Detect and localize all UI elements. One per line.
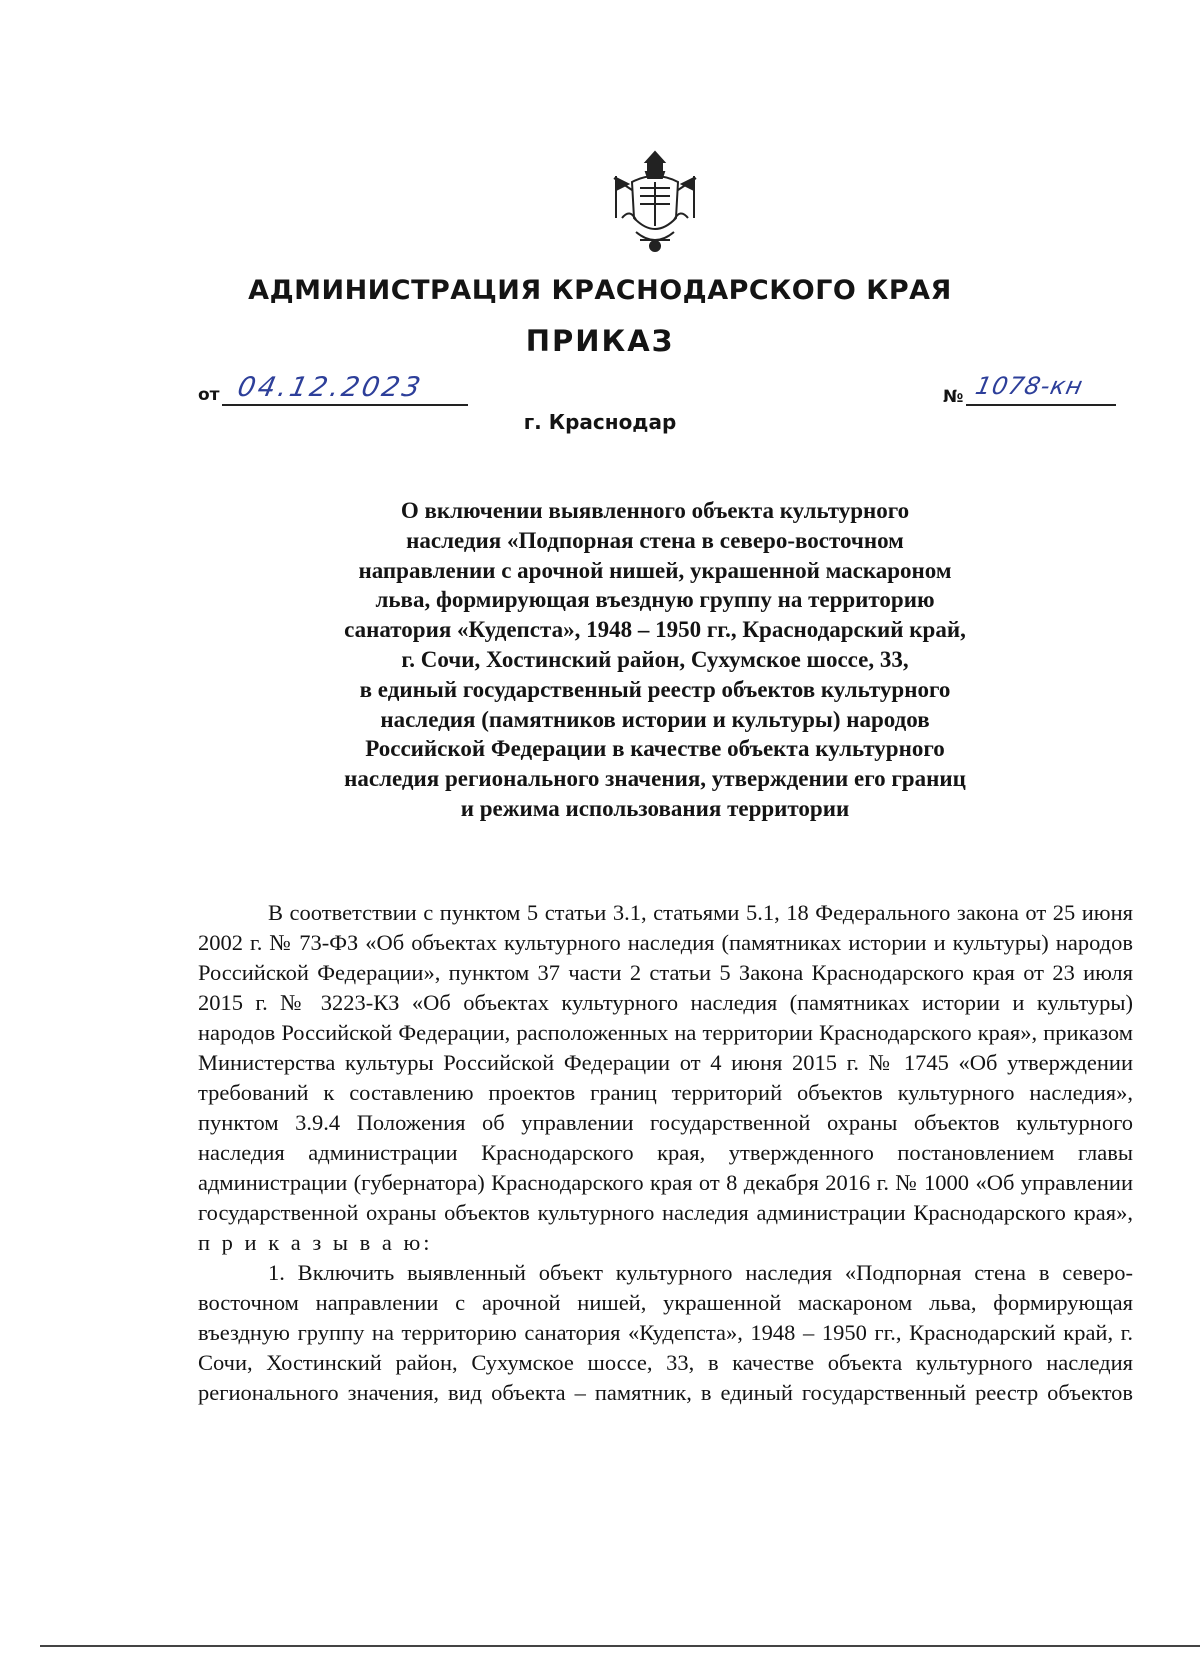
subject-line: санатория «Кудепста», 1948 – 1950 гг., Краснодарский край, <box>344 617 966 643</box>
organization-title: АДМИНИСТРАЦИЯ КРАСНОДАРСКОГО КРАЯ <box>248 275 952 306</box>
number-value: 1078-кн <box>973 372 1086 400</box>
date-value: 04.12.2023 <box>234 372 426 403</box>
subject-line: льва, формирующая въездную группу на территорию <box>375 587 935 613</box>
city-label: г. Краснодар <box>523 410 677 434</box>
subject-line: О включении выявленного объекта культурного <box>400 498 910 523</box>
subject-line: наследия «Подпорная стена в северо-восточном <box>406 527 904 553</box>
item-1-paragraph: 1. Включить выявленный объект культурного наследия «Подпорная стена в северо-восточном направлении с арочной нишей, украшенной маскароном льва, формирующая въездную группу на территорию санатория «Кудепста», 1948 – 1950 гг., Краснодарский край, г. Сочи, Хостинский район, Сухумское шоссе, 33, в качестве объекта культурного наследия регионального значения, вид объекта – памятник, в единый государственный реестр объектов <box>198 1260 1133 1405</box>
document-subject <box>265 496 1045 824</box>
date-label: от <box>198 385 220 405</box>
preamble-text: В соответствии с пунктом 5 статьи 3.1, статьями 5.1, 18 Федерального закона от 25 июня 2002 г. № 73-ФЗ «Об объектах культурного наследия (памятниках истории и культуры) народов Российской Федерации», пунктом 37 части 2 статьи 5 Закона Краснодарского края от 23 июля 2015 г. № 3223-КЗ «Об объектах культурного наследия (памятниках истории и культуры) народов Российской Федерации, расположенных на территории Краснодарского края», приказом Министерства культуры Российской Федерации от 4 июня 2015 г. № 1745 «Об утверждении требований к составлению проектов границ территорий объектов культурного наследия», пунктом 3.9.4 Положения об управлении государственной охраны объектов культурного наследия администрации Краснодарского края, утвержденного постановлением главы администрации (губернатора) Краснодарского края от 8 декабря 2016 г. № 1000 «Об управлении государственной охраны объектов культурного наследия администрации Краснодарского края», <box>198 900 1133 1225</box>
document-body <box>198 898 1133 1408</box>
page-bottom-rule <box>40 1645 1200 1647</box>
number-underline <box>966 404 1116 406</box>
document-type-title: ПРИКАЗ <box>525 324 675 358</box>
subject-line: в единый государственный реестр объектов культурного <box>359 676 951 702</box>
preamble-paragraph <box>198 898 1133 1258</box>
subject-line: Российской Федерации в качестве объекта культурного <box>365 736 945 762</box>
subject-line: наследия (памятников истории и культуры) народов <box>380 706 930 732</box>
subject-line: наследия регионального значения, утверждении его границ <box>344 766 966 792</box>
subject-line: направлении с арочной нишей, украшенной маскароном <box>358 557 952 583</box>
subject-line: и режима использования территории <box>460 795 850 821</box>
date-underline <box>222 404 468 406</box>
subject-line: г. Сочи, Хостинский район, Сухумское шоссе, 33, <box>401 646 909 672</box>
order-word: п р и к а з ы в а ю: <box>198 1230 433 1255</box>
coat-of-arms-icon <box>610 148 700 258</box>
number-label: № <box>943 387 964 407</box>
